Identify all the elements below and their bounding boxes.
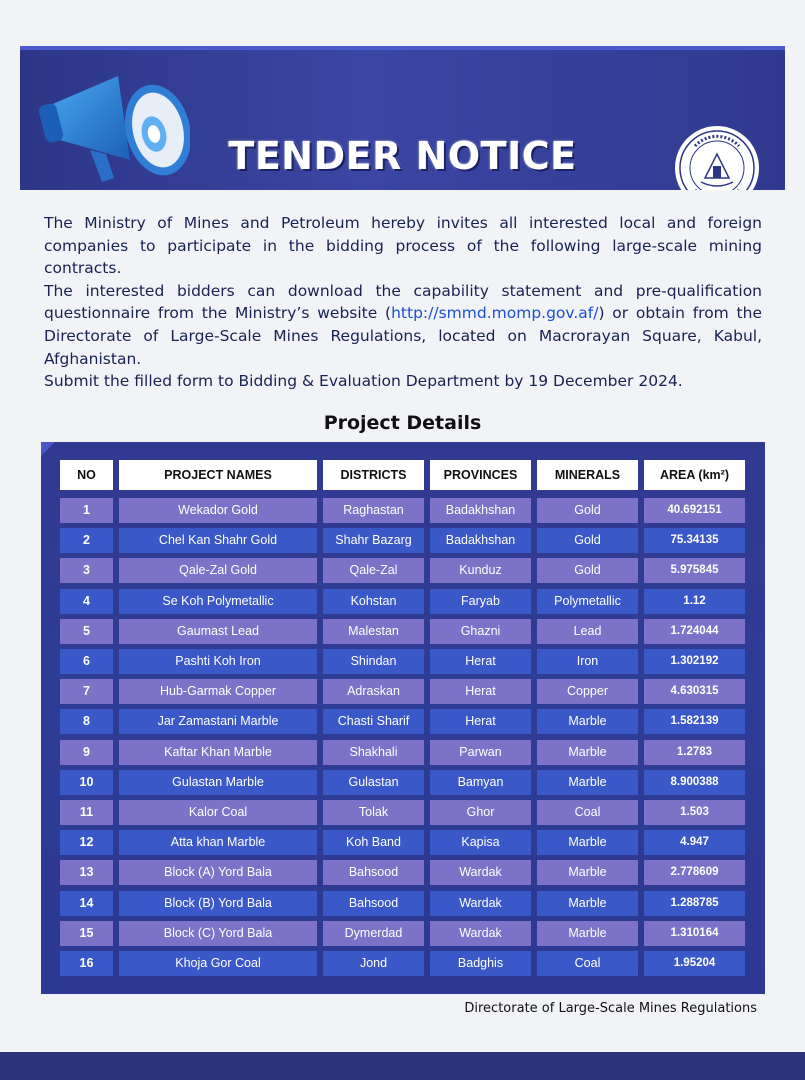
- table-cell-mineral: Copper: [537, 679, 638, 704]
- table-cell-mineral: Marble: [537, 740, 638, 765]
- table-cell-area: 4.947: [644, 830, 745, 855]
- table-cell-project-name: Atta khan Marble: [119, 830, 317, 855]
- table-cell-no: 1: [60, 498, 113, 523]
- table-cell-area: 75.34135: [644, 528, 745, 553]
- table-cell-no: 14: [60, 891, 113, 916]
- column-header-province: PROVINCES: [430, 460, 531, 490]
- table-cell-no: 7: [60, 679, 113, 704]
- table-cell-district: Bahsood: [323, 891, 424, 916]
- table-cell-no: 9: [60, 740, 113, 765]
- footer-directorate: Directorate of Large-Scale Mines Regulations: [464, 1001, 757, 1016]
- table-cell-mineral: Marble: [537, 709, 638, 734]
- table-cell-province: Badakhshan: [430, 528, 531, 553]
- table-cell-no: 15: [60, 921, 113, 946]
- table-cell-area: 1.503: [644, 800, 745, 825]
- table-cell-no: 12: [60, 830, 113, 855]
- table-cell-mineral: Polymetallic: [537, 589, 638, 614]
- table-cell-province: Badghis: [430, 951, 531, 976]
- table-cell-area: 40.692151: [644, 498, 745, 523]
- table-cell-project-name: Block (A) Yord Bala: [119, 860, 317, 885]
- table-cell-no: 10: [60, 770, 113, 795]
- table-cell-project-name: Kaftar Khan Marble: [119, 740, 317, 765]
- table-cell-no: 5: [60, 619, 113, 644]
- table-cell-area: 8.900388: [644, 770, 745, 795]
- table-cell-area: 5.975845: [644, 558, 745, 583]
- table-cell-area: 2.778609: [644, 860, 745, 885]
- tender-intro-text: [44, 212, 762, 393]
- table-cell-no: 6: [60, 649, 113, 674]
- table-cell-mineral: Coal: [537, 800, 638, 825]
- table-cell-district: Dymerdad: [323, 921, 424, 946]
- table-cell-mineral: Marble: [537, 860, 638, 885]
- table-cell-no: 11: [60, 800, 113, 825]
- table-cell-mineral: Gold: [537, 498, 638, 523]
- table-cell-district: Jond: [323, 951, 424, 976]
- table-cell-no: 13: [60, 860, 113, 885]
- page-title: TENDER NOTICE: [228, 134, 577, 178]
- table-cell-no: 8: [60, 709, 113, 734]
- table-cell-district: Shahr Bazarg: [323, 528, 424, 553]
- table-cell-area: 1.95204: [644, 951, 745, 976]
- table-cell-area: 1.310164: [644, 921, 745, 946]
- table-cell-province: Herat: [430, 709, 531, 734]
- table-cell-district: Qale-Zal: [323, 558, 424, 583]
- column-header-district: DISTRICTS: [323, 460, 424, 490]
- table-cell-province: Parwan: [430, 740, 531, 765]
- table-cell-province: Ghor: [430, 800, 531, 825]
- intro-paragraph-1: The Ministry of Mines and Petroleum hereby invites all interested local and foreign companies to participate in the bidding process of the following large-scale mining contracts.: [44, 214, 762, 278]
- ministry-website-link[interactable]: http://smmd.momp.gov.af/: [391, 304, 599, 323]
- table-cell-province: Ghazni: [430, 619, 531, 644]
- table-corner-accent: [41, 442, 55, 456]
- column-header-mineral: MINERALS: [537, 460, 638, 490]
- table-cell-area: 1.302192: [644, 649, 745, 674]
- table-cell-project-name: Wekador Gold: [119, 498, 317, 523]
- table-cell-area: 4.630315: [644, 679, 745, 704]
- table-cell-area: 1.724044: [644, 619, 745, 644]
- table-cell-project-name: Gaumast Lead: [119, 619, 317, 644]
- table-cell-district: Koh Band: [323, 830, 424, 855]
- project-details-table: [41, 442, 765, 994]
- table-cell-mineral: Gold: [537, 558, 638, 583]
- table-cell-mineral: Marble: [537, 921, 638, 946]
- table-cell-province: Badakhshan: [430, 498, 531, 523]
- column-header-no: NO: [60, 460, 113, 490]
- table-cell-district: Shakhali: [323, 740, 424, 765]
- table-cell-mineral: Marble: [537, 770, 638, 795]
- table-cell-province: Kapisa: [430, 830, 531, 855]
- intro-text-after-link: ) or obtain from the Directorate of Large-Scale Mines Regulations, located on Macrorayan Square, Kabul, Afghanistan.: [44, 304, 762, 368]
- table-cell-province: Herat: [430, 679, 531, 704]
- table-cell-area: 1.12: [644, 589, 745, 614]
- table-cell-province: Bamyan: [430, 770, 531, 795]
- table-cell-no: 2: [60, 528, 113, 553]
- table-cell-project-name: Qale-Zal Gold: [119, 558, 317, 583]
- table-cell-province: Faryab: [430, 589, 531, 614]
- intro-paragraph-3: Submit the filled form to Bidding & Evaluation Department by 19 December 2024.: [44, 372, 683, 391]
- table-cell-district: Shindan: [323, 649, 424, 674]
- table-cell-project-name: Jar Zamastani Marble: [119, 709, 317, 734]
- intro-text-before-link: The interested bidders can download the capability statement and pre-qualification questionnaire from the Ministry’s website (: [44, 281, 762, 323]
- table-cell-district: Bahsood: [323, 860, 424, 885]
- table-cell-mineral: Lead: [537, 619, 638, 644]
- table-cell-district: Kohstan: [323, 589, 424, 614]
- table-cell-project-name: Block (B) Yord Bala: [119, 891, 317, 916]
- bottom-bar: [0, 1052, 805, 1080]
- table-cell-mineral: Marble: [537, 891, 638, 916]
- table-cell-no: 4: [60, 589, 113, 614]
- column-header-area: AREA (km²): [644, 460, 745, 490]
- section-title-project-details: Project Details: [323, 412, 482, 434]
- table-cell-area: 1.288785: [644, 891, 745, 916]
- table-cell-project-name: Khoja Gor Coal: [119, 951, 317, 976]
- table-cell-mineral: Coal: [537, 951, 638, 976]
- table-cell-district: Chasti Sharif: [323, 709, 424, 734]
- table-cell-project-name: Pashti Koh Iron: [119, 649, 317, 674]
- table-cell-project-name: Gulastan Marble: [119, 770, 317, 795]
- table-cell-project-name: Kalor Coal: [119, 800, 317, 825]
- intro-paragraph-2: [44, 280, 762, 370]
- table-cell-district: Raghastan: [323, 498, 424, 523]
- table-cell-project-name: Se Koh Polymetallic: [119, 589, 317, 614]
- table-cell-mineral: Marble: [537, 830, 638, 855]
- table-cell-province: Wardak: [430, 860, 531, 885]
- table-cell-district: Gulastan: [323, 770, 424, 795]
- table-cell-area: 1.2783: [644, 740, 745, 765]
- table-cell-area: 1.582139: [644, 709, 745, 734]
- table-cell-no: 16: [60, 951, 113, 976]
- table-cell-project-name: Hub-Garmak Copper: [119, 679, 317, 704]
- table-cell-no: 3: [60, 558, 113, 583]
- table-cell-mineral: Gold: [537, 528, 638, 553]
- column-header-project-name: PROJECT NAMES: [119, 460, 317, 490]
- header-banner: [20, 46, 785, 190]
- table-cell-province: Kunduz: [430, 558, 531, 583]
- table-cell-mineral: Iron: [537, 649, 638, 674]
- table-cell-province: Herat: [430, 649, 531, 674]
- table-cell-district: Adraskan: [323, 679, 424, 704]
- table-cell-district: Tolak: [323, 800, 424, 825]
- table-cell-project-name: Block (C) Yord Bala: [119, 921, 317, 946]
- table-cell-district: Malestan: [323, 619, 424, 644]
- table-cell-province: Wardak: [430, 921, 531, 946]
- table-cell-province: Wardak: [430, 891, 531, 916]
- table-cell-project-name: Chel Kan Shahr Gold: [119, 528, 317, 553]
- header-stripe: [20, 46, 785, 50]
